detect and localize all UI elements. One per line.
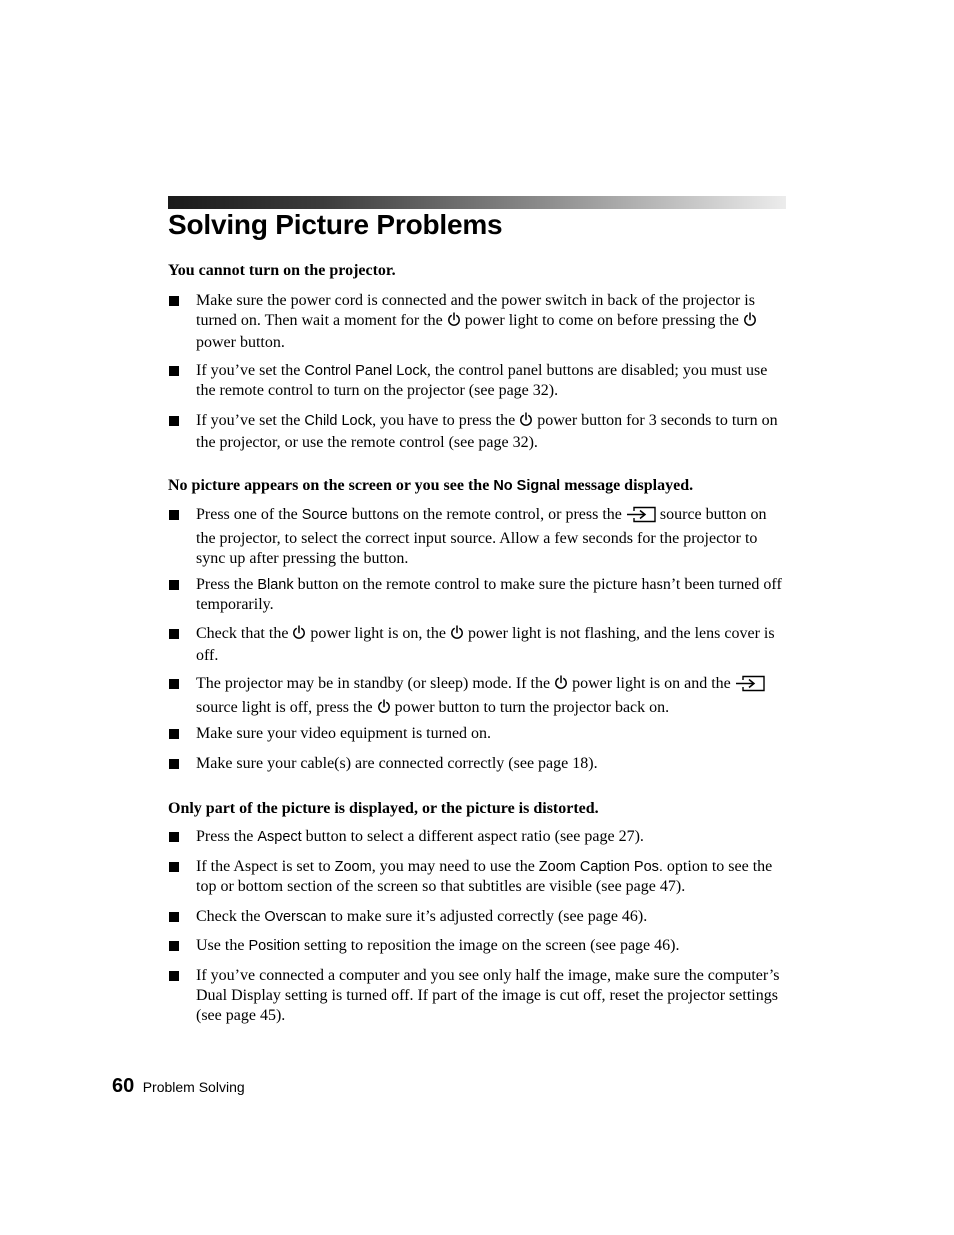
power-icon: [743, 312, 757, 333]
ui-term: Child Lock: [304, 413, 373, 429]
text-run: button to select a different aspect ratio (see page 27).: [301, 828, 644, 845]
page-footer: [112, 1075, 245, 1098]
source-icon: [735, 675, 765, 698]
text-run: , you have to press the: [372, 412, 520, 429]
section-heading: [168, 261, 788, 281]
text-run: Check that the: [196, 625, 293, 642]
list-item: [168, 624, 788, 666]
ui-term: Source: [301, 507, 348, 523]
ui-term: Blank: [257, 577, 294, 593]
text-run: power light is on, the: [306, 625, 450, 642]
text-run: message displayed.: [560, 477, 694, 494]
text-run: , the control panel buttons are disabled; you must use the remote control to turn on the projector (see page 32).: [196, 362, 768, 399]
text-run: power light to come on before pressing the: [460, 312, 743, 329]
text-run: source light is off, press the: [196, 699, 377, 716]
source-icon: [626, 506, 656, 529]
text-run: setting to reposition the image on the screen (see page 46).: [300, 937, 680, 954]
page-number: 60: [112, 1075, 135, 1097]
text-run: power light is on and the: [568, 675, 735, 692]
section-heading: [168, 476, 788, 496]
text-run: , you may need to use the: [371, 858, 539, 875]
power-icon: [377, 699, 391, 720]
text-run: power button to turn the projector back on.: [390, 699, 670, 716]
text-run: Use the: [196, 937, 249, 954]
text-run: power button.: [196, 334, 285, 351]
list-item: [168, 411, 788, 453]
power-icon: [554, 675, 568, 696]
section-heading: [168, 799, 788, 819]
text-run: Make sure your video equipment is turned on.: [196, 725, 492, 742]
text-run: No picture appears on the screen or you see the: [168, 477, 494, 494]
text-run: If you’ve set the: [196, 412, 305, 429]
text-run: Press the: [196, 828, 258, 845]
power-icon: [519, 412, 533, 433]
text-run: power light is not flashing, and the lens cover is off.: [196, 625, 775, 664]
list-item: [168, 505, 788, 569]
power-icon: [292, 625, 306, 646]
page-title: Solving Picture Problems: [168, 209, 503, 240]
text-run: source button on the projector, to select the correct input source. Allow a few seconds for the projector to sync up after pressing the button.: [196, 506, 767, 567]
text-run: to make sure it’s adjusted correctly (see page 46).: [326, 908, 648, 925]
text-run: Only part of the picture is displayed, or the picture is distorted.: [168, 800, 599, 817]
text-run: The projector may be in standby (or sleep) mode. If the: [196, 675, 555, 692]
list-item: [168, 575, 788, 615]
ui-term: Zoom Caption Pos.: [538, 859, 663, 875]
text-run: button on the remote control to make sure the picture hasn’t been turned off temporarily.: [196, 576, 782, 613]
text-run: power button for 3 seconds to turn on the projector, or use the remote control (see page 32).: [196, 412, 778, 451]
ui-term: Overscan: [264, 909, 327, 925]
text-run: option to see the top or bottom section of the screen so that subtitles are visible (see page 47).: [196, 858, 773, 895]
text-run: Check the: [196, 908, 265, 925]
text-run: Make sure your cable(s) are connected correctly (see page 18).: [196, 755, 598, 772]
list-item: [168, 674, 788, 720]
power-icon: [450, 625, 464, 646]
list-item: [168, 857, 788, 897]
ui-term: No Signal: [493, 478, 561, 494]
text-run: Press one of the: [196, 506, 302, 523]
list-item: [168, 966, 788, 1026]
text-run: Make sure the power cord is connected and the power switch in back of the projector is turned on. Then wait a moment for the: [196, 292, 755, 329]
list-item: [168, 827, 788, 847]
power-icon: [447, 312, 461, 333]
list-item: [168, 291, 788, 353]
list-item: [168, 936, 788, 956]
text-run: buttons on the remote control, or press the: [347, 506, 626, 523]
text-run: If you’ve set the: [196, 362, 305, 379]
list-item: [168, 754, 788, 774]
text-run: If you’ve connected a computer and you see only half the image, make sure the computer’s Dual Display setting is turned off. If part of the image is cut off, reset the projector settings (see page 45).: [196, 967, 780, 1024]
text-run: Press the: [196, 576, 258, 593]
text-run: You cannot turn on the projector.: [168, 262, 396, 279]
ui-term: Position: [248, 938, 301, 954]
ui-term: Control Panel Lock: [304, 363, 427, 379]
ui-term: Aspect: [257, 829, 302, 845]
list-item: [168, 724, 788, 744]
ui-term: Zoom: [334, 859, 372, 875]
list-item: [168, 907, 788, 927]
list-item: [168, 361, 788, 401]
footer-section-label: Problem Solving: [142, 1079, 245, 1095]
text-run: If the Aspect is set to: [196, 858, 335, 875]
